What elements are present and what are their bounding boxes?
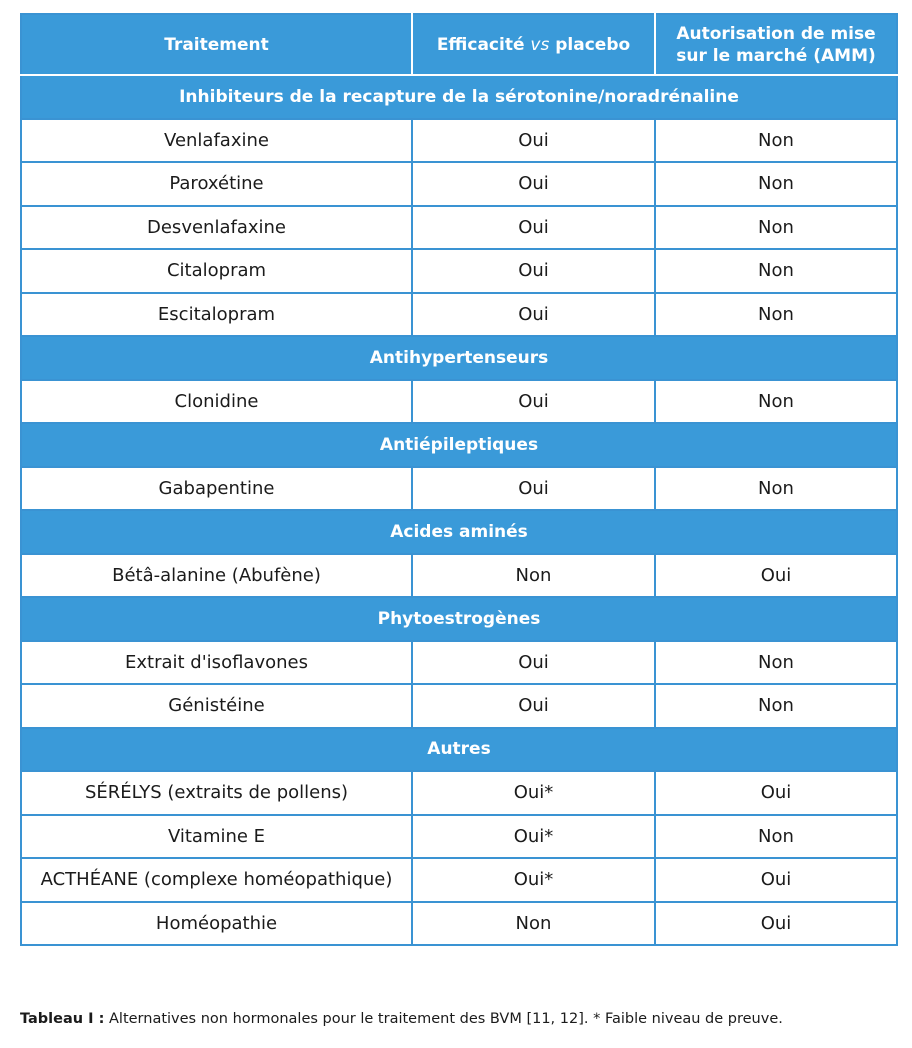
header-treatment: Traitement bbox=[21, 14, 412, 75]
table-row bbox=[21, 684, 897, 728]
cell-efficacy: Oui bbox=[412, 119, 655, 163]
cell-efficacy: Oui bbox=[412, 684, 655, 728]
cell-amm: Non bbox=[655, 641, 897, 685]
group-header-row bbox=[21, 728, 897, 772]
cell-efficacy: Oui bbox=[412, 467, 655, 511]
caption-text: Alternatives non hormonales pour le traitement des BVM [11, 12]. * Faible niveau de preuve. bbox=[104, 1011, 783, 1027]
cell-efficacy: Oui bbox=[412, 249, 655, 293]
cell-treatment: Génistéine bbox=[21, 684, 412, 728]
group-title: Autres bbox=[21, 728, 897, 772]
cell-treatment: ACTHÉANE (complexe homéopathique) bbox=[21, 858, 412, 902]
group-header-row bbox=[21, 336, 897, 380]
header-amm-line2: sur le marché (AMM) bbox=[676, 45, 876, 66]
table-header bbox=[21, 14, 897, 75]
cell-treatment: Vitamine E bbox=[21, 815, 412, 859]
group-header-row bbox=[21, 75, 897, 119]
cell-amm: Non bbox=[655, 119, 897, 163]
cell-efficacy: Oui* bbox=[412, 815, 655, 859]
table-row bbox=[21, 467, 897, 511]
header-row bbox=[21, 14, 897, 75]
group-header-row bbox=[21, 423, 897, 467]
treatment-table-container bbox=[20, 13, 896, 946]
cell-efficacy: Oui* bbox=[412, 858, 655, 902]
cell-efficacy: Non bbox=[412, 554, 655, 598]
table-row bbox=[21, 554, 897, 598]
table-row bbox=[21, 380, 897, 424]
cell-treatment: Citalopram bbox=[21, 249, 412, 293]
group-title: Antihypertenseurs bbox=[21, 336, 897, 380]
table-row bbox=[21, 771, 897, 815]
table-row bbox=[21, 119, 897, 163]
cell-efficacy: Oui bbox=[412, 641, 655, 685]
header-efficacy-post: placebo bbox=[549, 34, 631, 55]
cell-efficacy: Oui bbox=[412, 380, 655, 424]
table-row bbox=[21, 206, 897, 250]
group-title: Inhibiteurs de la recapture de la sérotonine/noradrénaline bbox=[21, 75, 897, 119]
cell-efficacy: Oui bbox=[412, 206, 655, 250]
treatment-table bbox=[20, 13, 898, 946]
group-header-row bbox=[21, 510, 897, 554]
cell-amm: Non bbox=[655, 249, 897, 293]
cell-treatment: Desvenlafaxine bbox=[21, 206, 412, 250]
table-caption bbox=[20, 1011, 896, 1027]
cell-amm: Non bbox=[655, 293, 897, 337]
header-efficacy-vs: vs bbox=[530, 34, 550, 55]
header-amm bbox=[655, 14, 897, 75]
cell-amm: Non bbox=[655, 467, 897, 511]
cell-treatment: Gabapentine bbox=[21, 467, 412, 511]
cell-treatment: SÉRÉLYS (extraits de pollens) bbox=[21, 771, 412, 815]
table-row bbox=[21, 249, 897, 293]
table-row bbox=[21, 902, 897, 946]
cell-efficacy: Oui bbox=[412, 293, 655, 337]
table-row bbox=[21, 815, 897, 859]
table-row bbox=[21, 858, 897, 902]
cell-treatment: Escitalopram bbox=[21, 293, 412, 337]
header-efficacy bbox=[412, 14, 655, 75]
cell-efficacy: Oui bbox=[412, 162, 655, 206]
group-title: Acides aminés bbox=[21, 510, 897, 554]
header-amm-line1: Autorisation de mise bbox=[676, 23, 876, 44]
cell-amm: Non bbox=[655, 206, 897, 250]
cell-amm: Non bbox=[655, 162, 897, 206]
cell-treatment: Bétâ-alanine (Abufène) bbox=[21, 554, 412, 598]
group-title: Phytoestrogènes bbox=[21, 597, 897, 641]
table-row bbox=[21, 162, 897, 206]
cell-efficacy: Non bbox=[412, 902, 655, 946]
table-row bbox=[21, 293, 897, 337]
caption-label: Tableau I : bbox=[20, 1011, 105, 1027]
cell-treatment: Paroxétine bbox=[21, 162, 412, 206]
cell-amm: Oui bbox=[655, 771, 897, 815]
group-header-row bbox=[21, 597, 897, 641]
cell-amm: Oui bbox=[655, 902, 897, 946]
cell-amm: Non bbox=[655, 684, 897, 728]
cell-efficacy: Oui* bbox=[412, 771, 655, 815]
group-title: Antiépileptiques bbox=[21, 423, 897, 467]
cell-treatment: Homéopathie bbox=[21, 902, 412, 946]
cell-treatment: Extrait d'isoflavones bbox=[21, 641, 412, 685]
table-row bbox=[21, 641, 897, 685]
cell-amm: Non bbox=[655, 815, 897, 859]
cell-amm: Oui bbox=[655, 858, 897, 902]
cell-treatment: Venlafaxine bbox=[21, 119, 412, 163]
cell-treatment: Clonidine bbox=[21, 380, 412, 424]
cell-amm: Oui bbox=[655, 554, 897, 598]
header-efficacy-pre: Efficacité bbox=[436, 34, 531, 55]
cell-amm: Non bbox=[655, 380, 897, 424]
table-body bbox=[21, 75, 897, 945]
